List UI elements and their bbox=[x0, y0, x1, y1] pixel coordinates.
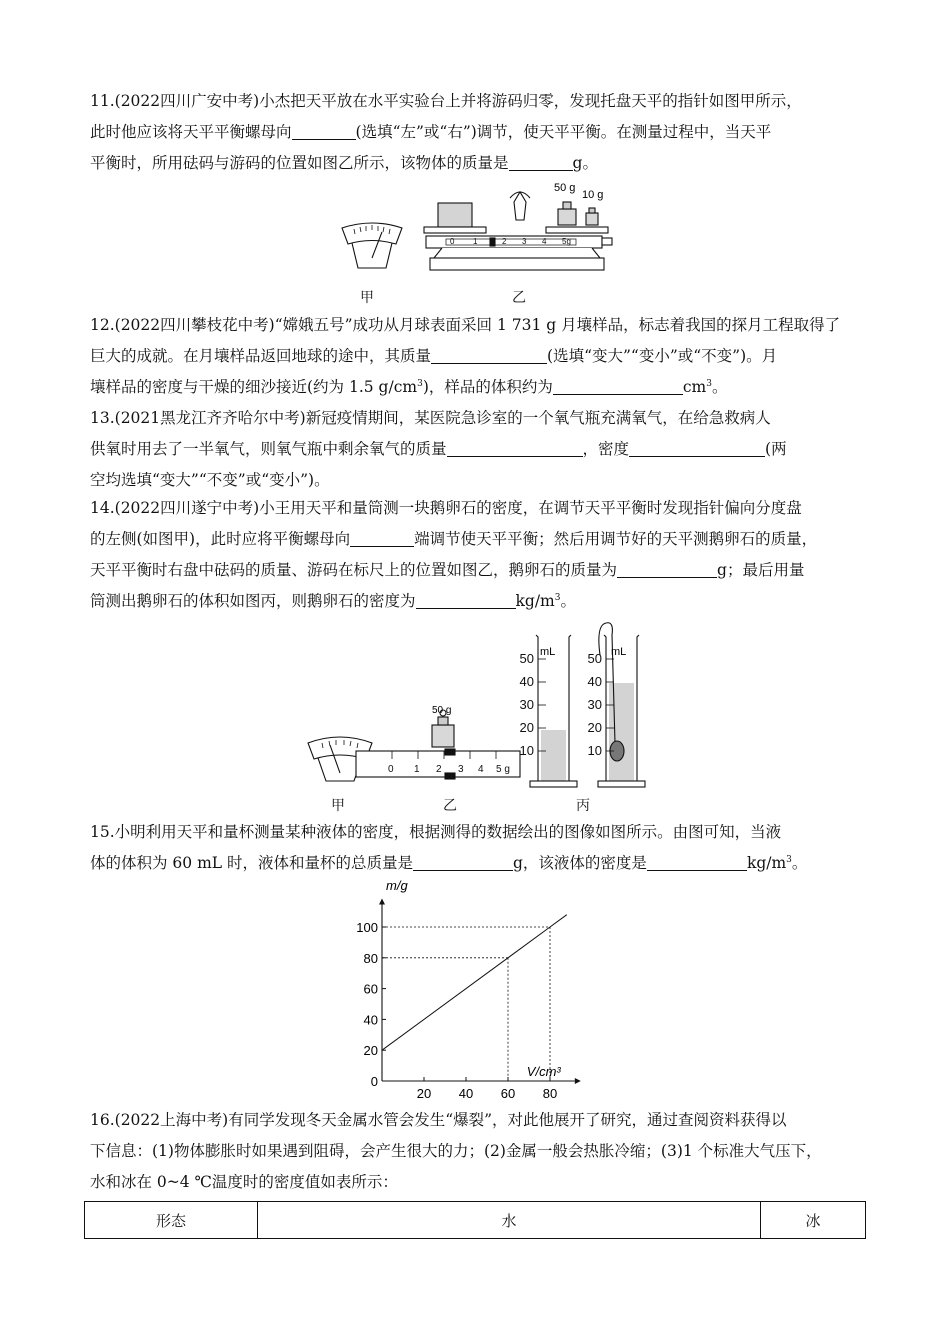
series-line bbox=[382, 915, 567, 1051]
answer-blank[interactable] bbox=[647, 852, 747, 871]
figure-caption-a: 甲 bbox=[360, 290, 374, 306]
q16-line-3: 水和冰在 0~4 ℃温度时的密度值如表所示： bbox=[90, 1173, 398, 1191]
scale-tick-label: 4 bbox=[478, 764, 484, 775]
q14-figure bbox=[300, 615, 650, 795]
y-tick-label: 20 bbox=[363, 1043, 378, 1059]
pointer-dial-icon bbox=[342, 223, 402, 268]
x-tick-label: 40 bbox=[458, 1086, 474, 1101]
scale-label: 40 bbox=[519, 674, 534, 689]
scale-tick-label: 2 bbox=[436, 764, 442, 775]
y-tick-label: 40 bbox=[363, 1012, 378, 1028]
scale-tick-label: 5 g bbox=[496, 764, 510, 775]
q15-line-2: 体的体积为 60 mL 时，液体和量杯的总质量是 g，该液体的密度是 $kg/m^3$。 bbox=[90, 854, 808, 872]
answer-blank[interactable] bbox=[350, 528, 414, 547]
answer-blank[interactable] bbox=[553, 376, 683, 395]
scale-label: 50 bbox=[519, 651, 534, 666]
y-tick-label: 0 bbox=[370, 1074, 378, 1089]
q16-line-2: 下信息：(1)物体膨胀时如果遇到阻碍，会产生很大的力；(2)金属一般会热胀冷缩；(3)1 个标准大气压下， bbox=[90, 1142, 822, 1160]
scale-tick-label: 4 bbox=[542, 237, 547, 246]
scale-label: 40 bbox=[587, 674, 602, 689]
scale-tick-label: 1 bbox=[473, 237, 478, 246]
answer-blank[interactable] bbox=[416, 590, 516, 609]
scale-tick-label: 0 bbox=[450, 237, 455, 246]
figure-caption-b: 乙 bbox=[512, 290, 526, 306]
q14-line-3: 天平平衡时右盘中砝码的质量、游码在标尺上的位置如图乙，鹅卵石的质量为 g；最后用量 bbox=[90, 561, 805, 579]
unit-label: mL bbox=[540, 646, 556, 658]
question-14 bbox=[90, 493, 870, 617]
y-tick-label: 80 bbox=[363, 950, 378, 966]
y-axis-arrow bbox=[379, 899, 385, 905]
scale-label: 30 bbox=[587, 697, 602, 712]
y-tick-label: 100 bbox=[356, 920, 378, 935]
q14-line-4: 筒测出鹅卵石的体积如图丙，则鹅卵石的密度为 $kg/m^3$。 bbox=[90, 592, 576, 610]
answer-blank[interactable] bbox=[413, 852, 513, 871]
table-row bbox=[85, 1202, 866, 1239]
q11-line-1: 11.(2022四川广安中考)小杰把天平放在水平实验台上并将游码归零，发现托盘天平的指针如图甲所示， bbox=[90, 92, 802, 110]
scale-tick-label: 2 bbox=[502, 237, 507, 246]
question-16 bbox=[90, 1105, 870, 1198]
table-header-state: 形态 bbox=[85, 1202, 258, 1239]
scale-tick-label: 1 bbox=[414, 764, 420, 775]
table-header-water: 水 bbox=[258, 1202, 761, 1239]
y-axis-label: m/g bbox=[386, 878, 408, 893]
scale-label: 10 bbox=[587, 743, 602, 758]
q14-line-1: 14.(2022四川遂宁中考)小王用天平和量筒测一块鹅卵石的密度，在调节天平平衡时发现指针偏向分度盘 bbox=[90, 499, 802, 517]
mass-volume-chart bbox=[340, 872, 630, 1101]
q12-line-1: 12.(2022四川攀枝花中考)“嫦娥五号”成功从月球表面采回 1 731 g 月壤样品，标志着我国的探月工程取得了 bbox=[90, 316, 841, 334]
question-12 bbox=[90, 310, 870, 403]
scale-label: 20 bbox=[519, 720, 534, 735]
scale-label: 30 bbox=[519, 697, 534, 712]
answer-blank[interactable] bbox=[431, 345, 547, 364]
x-axis-label: V/cm³ bbox=[526, 1064, 561, 1079]
q11-line-3: 平衡时，所用砝码与游码的位置如图乙所示，该物体的质量是 g。 bbox=[90, 154, 598, 172]
density-table bbox=[84, 1201, 866, 1239]
x-tick-label: 20 bbox=[416, 1086, 432, 1101]
q11-line-2: 此时他应该将天平平衡螺母向 (选填“左”或“右”)调节，使天平平衡。在测量过程中，当天平 bbox=[90, 123, 772, 141]
q13-line-3: 空均选填“变大”“不变”或“变小”)。 bbox=[90, 471, 330, 489]
figure-caption-b: 乙 bbox=[443, 798, 457, 814]
scale-label: 20 bbox=[587, 720, 602, 735]
q11-figure bbox=[330, 180, 630, 280]
q15-line-1: 15.小明利用天平和量杯测量某种液体的密度，根据测得的数据绘出的图像如图所示。由图可知，当液 bbox=[90, 823, 782, 841]
q13-line-1: 13.(2021黑龙江齐齐哈尔中考)新冠疫情期间，某医院急诊室的一个氧气瓶充满氧气，在给急救病人 bbox=[90, 409, 771, 427]
question-13 bbox=[90, 403, 870, 496]
q13-line-2: 供氧时用去了一半氧气，则氧气瓶中剩余氧气的质量 ，密度 (两 bbox=[90, 440, 787, 458]
scale-tick-label: 3 bbox=[522, 237, 527, 246]
answer-blank[interactable] bbox=[447, 438, 583, 457]
scale-tick-label: 5g bbox=[562, 237, 571, 246]
y-tick-label: 60 bbox=[363, 981, 378, 997]
figure-caption-c: 丙 bbox=[576, 798, 590, 814]
q12-line-2: 巨大的成就。在月壤样品返回地球的途中，其质量 (选填“变大”“变小”或“不变”)。月 bbox=[90, 347, 778, 365]
answer-blank[interactable] bbox=[617, 559, 717, 578]
unit-label: mL bbox=[611, 646, 627, 658]
scale-label: 10 bbox=[519, 743, 534, 758]
answer-blank[interactable] bbox=[509, 152, 573, 171]
weight-10g-label: 10 g bbox=[582, 189, 604, 201]
q14-line-2: 的左侧(如图甲)，此时应将平衡螺母向 端调节使天平平衡；然后用调节好的天平测鹅卵石的质量， bbox=[90, 530, 818, 548]
x-axis-arrow bbox=[575, 1078, 581, 1084]
q16-line-1: 16.(2022上海中考)有同学发现冬天金属水管会发生“爆裂”，对此他展开了研究，通过查阅资料获得以 bbox=[90, 1111, 787, 1129]
scale-tick-label: 0 bbox=[388, 764, 394, 775]
answer-blank[interactable] bbox=[292, 121, 356, 140]
answer-blank[interactable] bbox=[629, 438, 765, 457]
x-tick-label: 80 bbox=[542, 1086, 558, 1101]
x-tick-label: 60 bbox=[500, 1086, 516, 1101]
table-header-ice: 冰 bbox=[761, 1202, 866, 1239]
balance-icon bbox=[424, 192, 612, 270]
weight-50g-label: 50 g bbox=[554, 182, 576, 194]
weight-50g-label: 50 g bbox=[432, 705, 452, 716]
scale-label: 50 bbox=[587, 651, 602, 666]
scale-tick-label: 3 bbox=[458, 764, 464, 775]
q12-line-3: 壤样品的密度与干燥的细沙接近(约为 1.5 $g/cm^3$)，样品的体积约为 $cm^3$。 bbox=[90, 378, 728, 396]
question-15 bbox=[90, 817, 870, 879]
figure-caption-a: 甲 bbox=[331, 798, 345, 814]
question-11 bbox=[90, 86, 870, 179]
